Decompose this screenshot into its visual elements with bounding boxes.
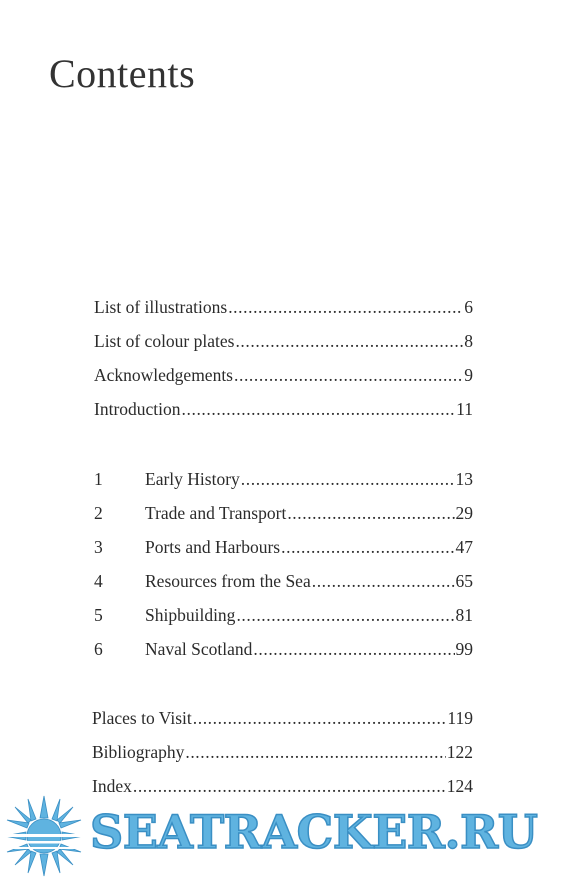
toc-entry-label: Index	[92, 776, 132, 796]
toc-leader-dots	[182, 398, 456, 420]
toc-entry-page: 124	[446, 776, 473, 796]
toc-leader-dots	[287, 502, 454, 524]
toc-entry-page: 11	[456, 399, 473, 419]
toc-leader-dots	[185, 741, 445, 763]
toc-chapter-entry[interactable]	[94, 570, 473, 592]
toc-entry-label: Bibliography	[92, 742, 185, 762]
toc-leader-dots	[281, 536, 454, 558]
chapter-title: Naval Scotland	[145, 639, 253, 659]
toc-chapter-entry[interactable]	[94, 536, 473, 558]
chapter-title: Resources from the Sea	[145, 571, 311, 591]
toc-leader-dots	[241, 468, 455, 490]
toc-entry[interactable]	[92, 741, 473, 763]
toc-chapter-entry[interactable]	[94, 604, 473, 626]
chapter-title: Ports and Harbours	[145, 537, 281, 557]
watermark	[0, 790, 572, 877]
toc-entry-page: 122	[446, 742, 473, 762]
chapter-title: Shipbuilding	[145, 605, 236, 625]
toc-entry-label: Acknowledgements	[94, 365, 233, 385]
toc-chapter-entry[interactable]	[94, 468, 473, 490]
chapter-page: 99	[455, 639, 473, 659]
toc-entry[interactable]	[94, 296, 473, 318]
toc-entry-label: Introduction	[94, 399, 181, 419]
toc-entry-page: 8	[464, 331, 473, 351]
chapter-number: 5	[94, 605, 103, 625]
chapter-page: 65	[455, 571, 473, 591]
chapter-page: 81	[455, 605, 473, 625]
toc-entry-label: List of colour plates	[94, 331, 235, 351]
page-title: Contents	[49, 51, 196, 96]
toc-leader-dots	[253, 638, 454, 660]
toc-entry[interactable]	[94, 364, 473, 386]
toc-entry-label: List of illustrations	[94, 297, 228, 317]
toc-leader-dots	[235, 330, 463, 352]
chapter-number: 1	[94, 469, 103, 489]
toc-entry-page: 119	[447, 708, 473, 728]
toc-leader-dots	[228, 296, 463, 318]
toc-entry[interactable]	[94, 330, 473, 352]
chapter-page: 29	[455, 503, 473, 523]
chapter-number: 6	[94, 639, 103, 659]
toc-entry-label: Places to Visit	[92, 708, 192, 728]
toc-leader-dots	[234, 364, 463, 386]
chapter-page: 13	[455, 469, 473, 489]
chapter-number: 2	[94, 503, 103, 523]
chapter-number: 3	[94, 537, 103, 557]
chapter-page: 47	[455, 537, 473, 557]
toc-entry-page: 9	[464, 365, 473, 385]
toc-leader-dots	[236, 604, 454, 626]
toc-chapter-entry[interactable]	[94, 502, 473, 524]
toc-chapter-entry[interactable]	[94, 638, 473, 660]
chapter-title: Trade and Transport	[145, 503, 287, 523]
toc-leader-dots	[193, 707, 447, 729]
chapter-title: Early History	[145, 469, 240, 489]
sunburst-icon	[2, 794, 86, 878]
toc-entry[interactable]	[94, 398, 473, 420]
toc-entry[interactable]	[92, 707, 473, 729]
toc-entry-page: 6	[464, 297, 473, 317]
toc-leader-dots	[312, 570, 455, 592]
chapter-number: 4	[94, 571, 103, 591]
watermark-text: SEATRACKER.RU	[90, 805, 538, 859]
